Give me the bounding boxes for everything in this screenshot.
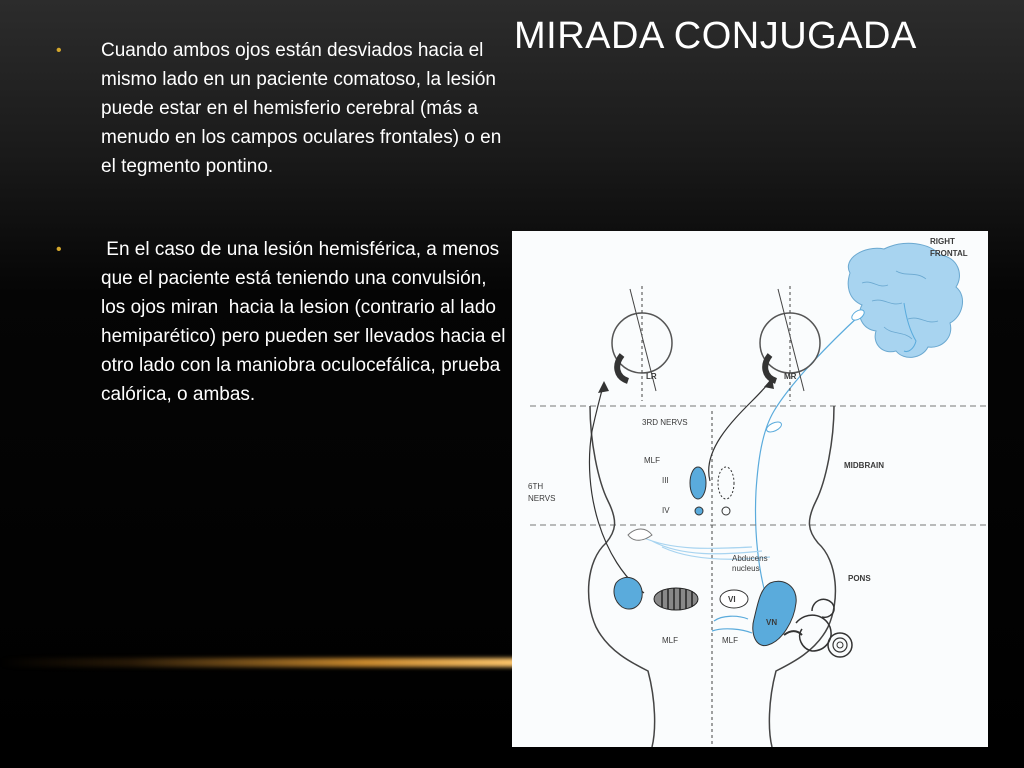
label-nerves: NERVS <box>528 494 556 503</box>
bullet-list <box>56 36 511 409</box>
label-vn: VN <box>766 618 778 627</box>
label-frontal: FRONTAL <box>930 249 968 258</box>
oculomotor-nucleus <box>690 467 706 499</box>
label-iv: IV <box>662 506 670 515</box>
label-lr: LR <box>646 372 657 381</box>
pons-structure <box>628 529 652 540</box>
label-sixth: 6TH <box>528 482 544 491</box>
label-right: RIGHT <box>930 237 955 246</box>
bullet-item <box>56 36 506 181</box>
label-abducens: Abducens <box>732 554 768 563</box>
label-mlf-left: MLF <box>662 636 678 645</box>
bullet-marker-icon: • <box>56 42 62 59</box>
accent-line <box>0 658 520 667</box>
conjugate-gaze-diagram <box>512 231 988 747</box>
trochlear-nucleus <box>695 507 703 515</box>
left-abducens-nucleus <box>614 577 642 609</box>
label-mlf-top: MLF <box>644 456 660 465</box>
slide-title: MIRADA CONJUGADA <box>514 15 917 57</box>
label-mr: MR <box>784 372 797 381</box>
sixth-nerve-path <box>589 383 644 593</box>
vestibular-fibres <box>712 616 752 633</box>
label-third-nerve: 3RD NERVS <box>642 418 688 427</box>
frontal-lobe-drawing <box>848 237 968 357</box>
label-vi: VI <box>728 595 736 604</box>
arrow-head-icon <box>598 381 609 393</box>
left-eye-drawing <box>612 286 672 401</box>
bullet-item <box>56 235 511 409</box>
bullet-text: En el caso de una lesión hemisférica, a menos que el paciente está teniendo una convulsión, los ojos miran hacia la lesion (contrario al lado hemiparético) pero pueden ser llevados hacia el otro lado con la maniobra oculocefálica, prueba calórica, o ambas. <box>101 239 511 405</box>
lesion-drawing <box>654 588 698 610</box>
brainstem-outline <box>769 406 835 747</box>
label-nucleus: nucleus <box>732 564 760 573</box>
label-iii: III <box>662 476 669 485</box>
bullet-text: Cuando ambos ojos están desviados hacia el mismo lado en un paciente comatoso, la lesión puede estar en el hemisferio cerebral (más a menudo en los campos oculares frontales) o en el tegmento pontino. <box>101 40 502 177</box>
vestibular-nucleus <box>753 581 796 645</box>
pathway-node <box>765 420 783 434</box>
third-nerve-path <box>709 381 770 481</box>
trochlear-nucleus-right <box>722 507 730 515</box>
label-mlf-right: MLF <box>722 636 738 645</box>
bullet-marker-icon: • <box>56 241 62 258</box>
diagram-svg <box>512 231 988 747</box>
oculomotor-nucleus-right <box>718 467 734 499</box>
label-pons: PONS <box>848 574 871 583</box>
label-midbrain: MIDBRAIN <box>844 461 884 470</box>
